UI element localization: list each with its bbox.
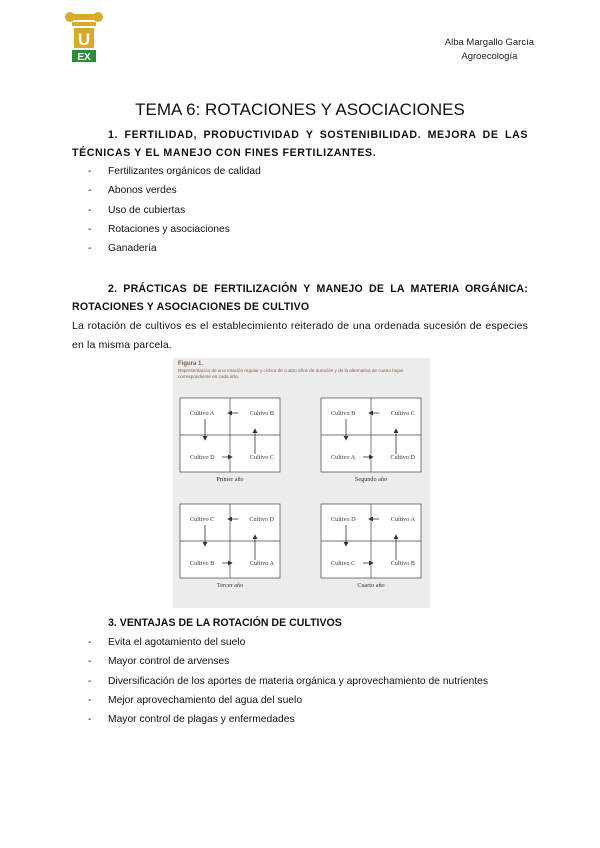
- crop-label: Cultivo B: [249, 410, 274, 417]
- list-item: - Evita el agotamiento del suelo: [88, 633, 488, 652]
- crop-label: Cultivo A: [390, 516, 415, 523]
- crop-label: Cultivo A: [249, 560, 274, 567]
- list-item: - Rotaciones y asociaciones: [88, 220, 261, 239]
- list-item: - Diversificación de los aportes de materia orgánica y aprovechamiento de nutrientes: [88, 672, 488, 691]
- crop-label: Cultivo D: [390, 454, 415, 461]
- section-1-heading-line2: TÉCNICAS Y EL MANEJO CON FINES FERTILIZANTES.: [72, 147, 377, 159]
- list-item: - Mejor aprovechamiento del agua del suelo: [88, 691, 488, 710]
- crop-label: Cultivo B: [331, 410, 356, 417]
- crop-label: Cultivo A: [190, 410, 215, 417]
- author-name: Alba Margallo García: [444, 37, 534, 48]
- document-header: [445, 36, 534, 64]
- crop-label: Cultivo B: [190, 560, 215, 567]
- crop-label: Cultivo A: [331, 454, 356, 461]
- rotation-figure: [173, 358, 430, 608]
- section-2-heading: [72, 280, 528, 316]
- year-label: Primer año: [216, 476, 244, 483]
- year-label: Cuarto año: [357, 582, 385, 589]
- list-item: - Ganadería: [88, 239, 261, 258]
- subject-name: Agroecología: [461, 51, 518, 62]
- crop-label: Cultivo C: [190, 516, 215, 523]
- figure-label: Figura 1.: [178, 361, 204, 367]
- crop-label: Cultivo D: [331, 516, 356, 523]
- page-title: TEMA 6: ROTACIONES Y ASOCIACIONES: [135, 100, 465, 119]
- section-3-list: [88, 633, 488, 729]
- list-item: - Abonos verdes: [88, 181, 261, 200]
- crop-label: Cultivo B: [390, 560, 415, 567]
- section-3-heading-text: 3. VENTAJAS DE LA ROTACIÓN DE CULTIVOS: [108, 617, 342, 629]
- year-label: Segundo año: [354, 476, 388, 483]
- list-item: - Mayor control de arvenses: [88, 652, 488, 671]
- crop-label: Cultivo D: [190, 454, 215, 461]
- crop-label: Cultivo C: [249, 454, 274, 461]
- crop-label: Cultivo D: [249, 516, 274, 523]
- university-logo: [62, 12, 106, 68]
- section-1-heading-line1: 1. FERTILIDAD, PRODUCTIVIDAD Y SOSTENIBILIDAD. MEJORA DE LAS: [108, 129, 528, 141]
- crop-label: Cultivo C: [331, 560, 356, 567]
- section-2-heading-line2: ROTACIONES Y ASOCIACIONES DE CULTIVO: [72, 301, 310, 313]
- section-1-heading: [72, 126, 528, 162]
- list-item: - Fertilizantes orgánicos de calidad: [88, 162, 261, 181]
- list-item: - Mayor control de plagas y enfermedades: [88, 710, 488, 729]
- svg-text:U: U: [77, 30, 91, 49]
- section-3-heading: [72, 614, 528, 632]
- crop-label: Cultivo C: [390, 410, 415, 417]
- section-2-paragraph: La rotación de cultivos es el establecimiento reiterado de una ordenada sucesión de especies en la misma parcela.: [72, 320, 528, 351]
- year-label: Tercer año: [216, 582, 244, 589]
- section-2-heading-line1: 2. PRÁCTICAS DE FERTILIZACIÓN Y MANEJO DE LA MATERIA ORGÁNICA:: [108, 283, 528, 295]
- svg-text:EX: EX: [77, 52, 91, 63]
- section-1-list: [88, 162, 261, 258]
- figure-caption: Representación de una rotación regular y cíclica de cuatro años de duración y de la alternativa de cuatro hojas correspondiente en cada año.: [178, 368, 404, 379]
- list-item: - Uso de cubiertas: [88, 201, 261, 220]
- rotation-diagram: [173, 358, 430, 608]
